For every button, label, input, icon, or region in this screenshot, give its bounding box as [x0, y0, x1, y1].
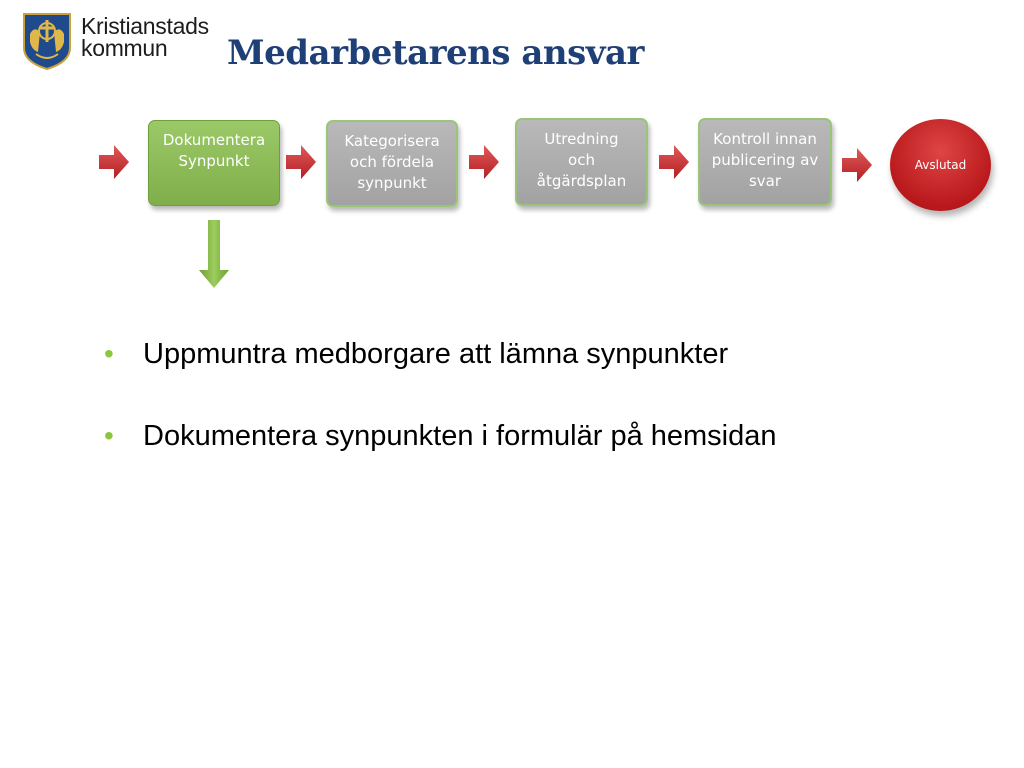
flow-end-avslutad [890, 119, 991, 211]
bullet-list [100, 333, 777, 497]
logo-line1: Kristianstads [81, 13, 209, 39]
flow-arrow-icon [469, 145, 499, 179]
flow-step-kategorisera [326, 120, 458, 207]
bullet-item [100, 415, 777, 497]
flow-step-dokumentera [148, 120, 280, 206]
logo-line2: kommun [81, 35, 168, 61]
bullet-item [100, 333, 777, 415]
flow-step-label: Dokumentera [162, 131, 266, 149]
flow-arrow-icon [286, 145, 316, 179]
flow-step-label: synpunkt [357, 174, 427, 192]
flow-end-label: Avslutad [914, 158, 967, 172]
flow-step-label: och [568, 151, 595, 169]
flow-step-label: Kontroll innan [713, 130, 817, 148]
flow-step-kontroll [698, 118, 832, 206]
flow-step-label: Utredning [544, 130, 619, 148]
flow-step-label: åtgärdsplan [536, 172, 627, 190]
flow-step-label: och fördela [349, 153, 435, 171]
flow-step-utredning [515, 118, 648, 206]
logo-text [81, 15, 209, 59]
flow-arrow-icon [659, 145, 689, 179]
flow-step-label: svar [748, 172, 782, 190]
bullet-text: Uppmuntra medborgare att lämna synpunkter [143, 338, 729, 370]
bullet-dot-icon: • [104, 420, 114, 451]
flow-arrow-icon [842, 148, 872, 182]
flow-step-label: publicering av [711, 151, 819, 169]
coat-of-arms-icon [22, 12, 72, 70]
bullet-text: Dokumentera synpunkten i formulär på hemsidan [143, 420, 777, 452]
logo [22, 12, 222, 72]
page-title: Medarbetarens ansvar [227, 33, 644, 73]
bullet-dot-icon: • [104, 338, 114, 369]
down-arrow-icon [199, 220, 229, 288]
flow-step-label: Synpunkt [178, 152, 250, 170]
flow-step-label: Kategorisera [344, 132, 440, 150]
flow-arrow-icon [99, 145, 129, 179]
